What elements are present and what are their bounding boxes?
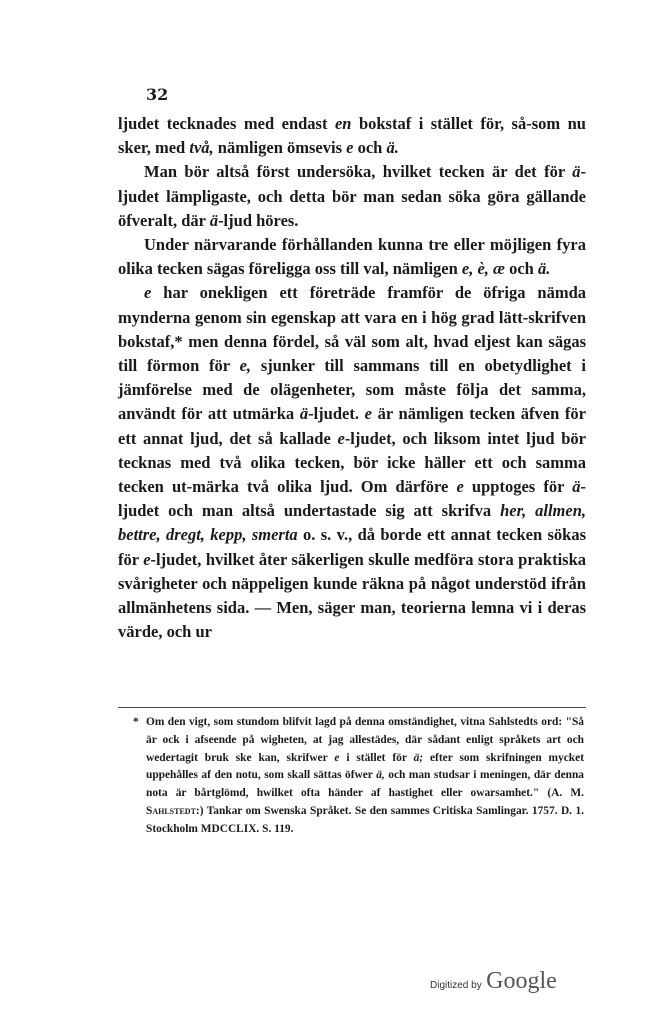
paragraph-2: Man bör altså först undersöka, hvilket tecken är det för ä-ljudet lämpligaste, och detta bör man sedan söka göra gällande öfveralt, där ä-ljud höres.: [118, 162, 586, 230]
footnote-divider: [118, 707, 586, 708]
google-logo: Google: [486, 968, 557, 994]
footnote: * Om den vigt, som stundom blifvit lagd på denna omständighet, vitna Sahlstedts ord: "Så är ock i afseende på wigheten, at jag allestädes, där sådant enligt språkets art och wedertagit bruk ske kan, skrifwer e i stället för ä; efter som skrifningen mycket uppehålles af den notu, som skall sättas öfwer ä, och man studsar i meningen, där denna nota är bårtglömd, hwilket ofta händer af hastighet eller owarsamhet." (A. M. Sahlstedt:) Tankar om Swenska Språket. Se den sammes Critiska Samlingar. 1757. D. 1. Stockholm MDCCLIX. S. 119.: [133, 716, 584, 835]
page-number: 32: [146, 85, 169, 104]
digitized-by-google-watermark: [430, 968, 557, 995]
body-text: [118, 112, 586, 644]
digitized-prefix: Digitized by: [430, 980, 482, 991]
footnote-marker: *: [133, 716, 139, 728]
paragraph-1: ljudet tecknades med endast en bokstaf i stället för, så-som nu sker, med två, nämligen ömsevis e och ä.: [118, 114, 586, 158]
paragraph-4: e har onekligen ett företräde framför de öfriga nämda mynderna genom sin egenskap att vara en i hög grad lätt-skrifven bokstaf,* men denna fördel, så väl som alt, hvad eljest kan sägas till förmon för e, sjunker till sammans till en obetydlighet i jämförelse med de olägenheter, som måste följa det samma, användt för att utmärka ä-ljudet. e är nämligen tecken äfven för ett annat ljud, det så kallade e-ljudet, och liksom intet ljud bör tecknas med två olika tecken, bör icke häller ett och samma tecken ut-märka två olika ljud. Om därföre e upptoges för ä-ljudet och man altså undertastade sig att skrifva her, allmen, bettre, dregt, kepp, smerta o. s. v., då borde ett annat tecken sökas för e-ljudet, hvilket åter säkerligen skulle medföra stora praktiska svårigheter och näppeligen kunde räkna på något understöd ifrån allmänhetens sida. — Men, säger man, teorierna lemna vi i deras värde, och ur: [118, 283, 586, 642]
paragraph-3: Under närvarande förhållanden kunna tre eller möjligen fyra olika tecken sägas föreligga oss till val, nämligen e, è, æ och ä.: [118, 235, 586, 279]
